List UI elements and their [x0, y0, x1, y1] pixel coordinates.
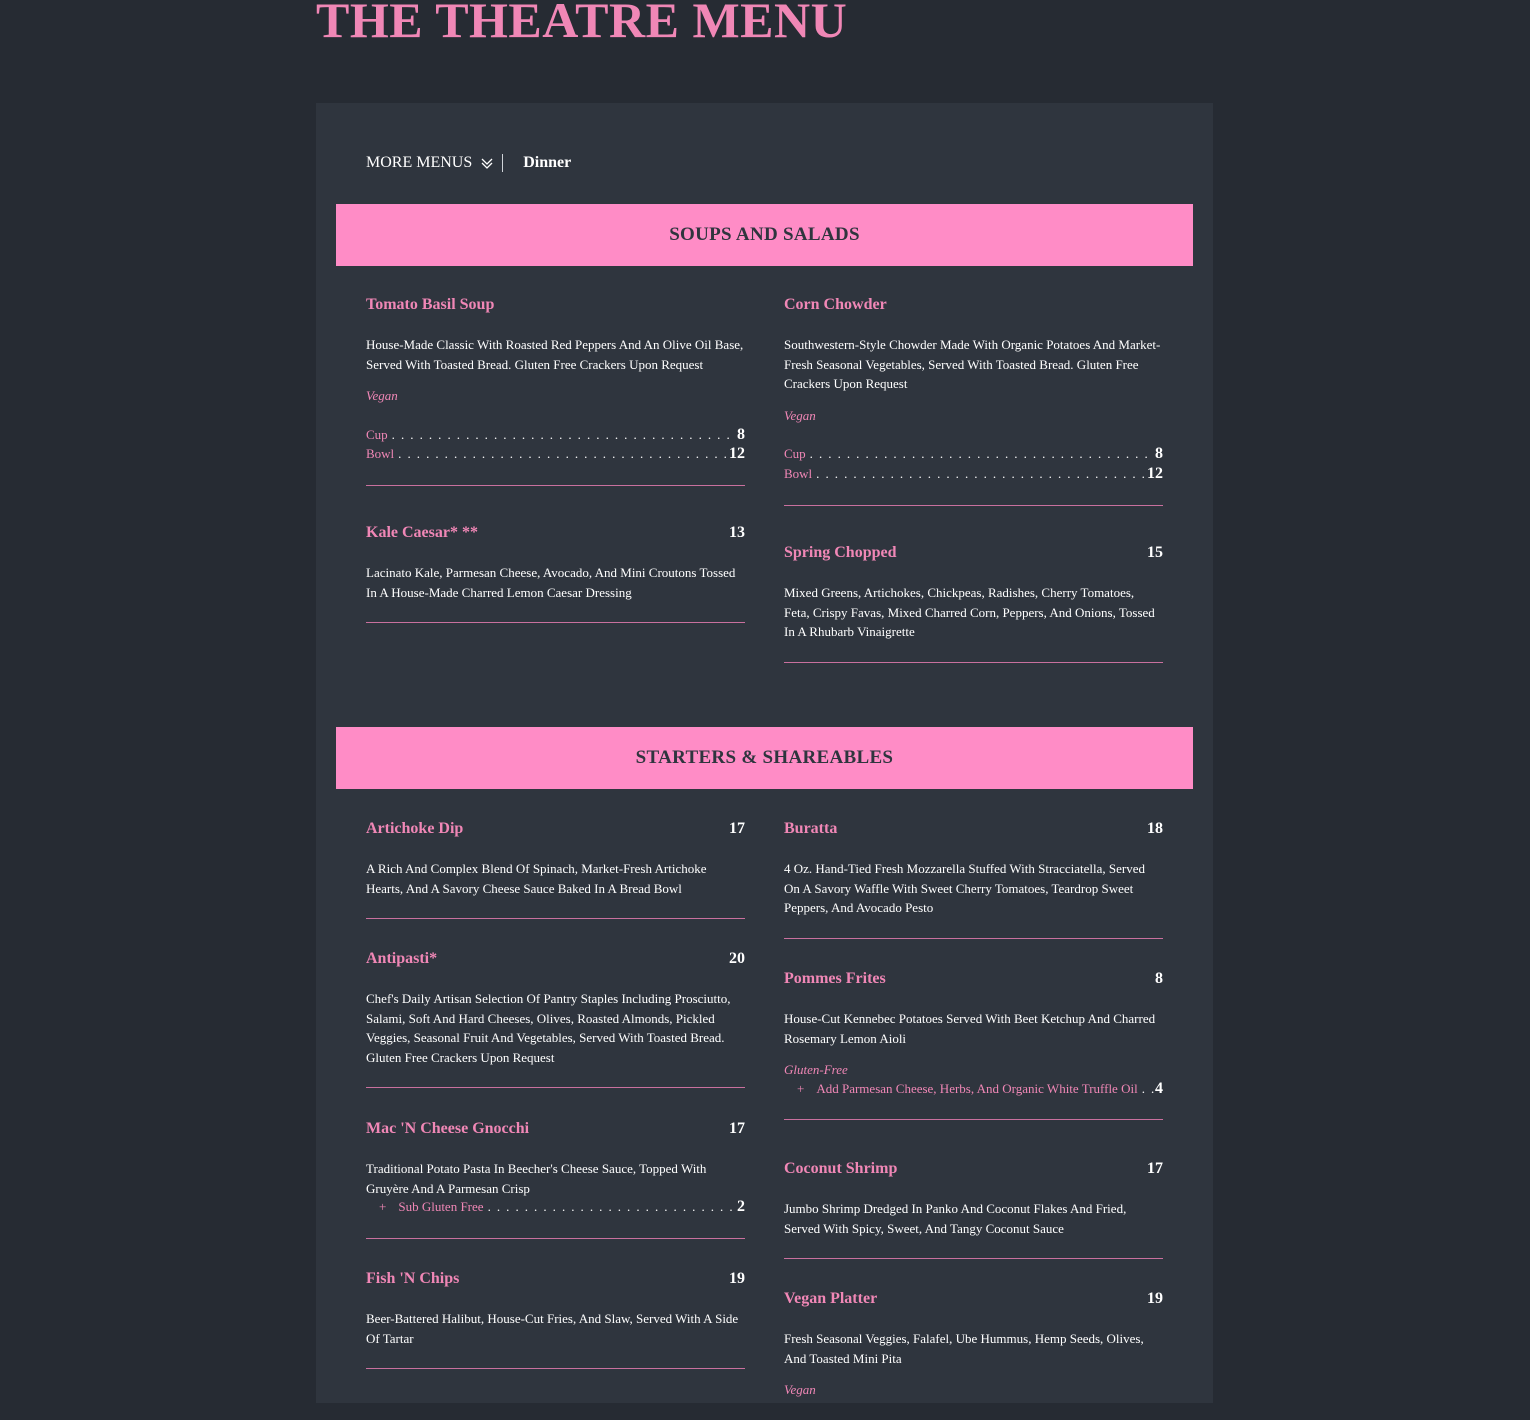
diet-tag: Gluten-Free	[784, 1062, 848, 1078]
addon-price: 2	[737, 1198, 745, 1216]
size-label: Cup	[366, 426, 388, 442]
plus-icon: +	[797, 1080, 805, 1096]
size-label: Bowl	[366, 446, 395, 462]
item-description: A Rich And Complex Blend Of Spinach, Market-Fresh Artichoke Hearts, And A Savory Cheese Sauce Baked In A Bread Bowl	[366, 861, 707, 896]
menu-item-coconut-shrimp	[784, 1160, 1163, 1259]
menu-item-kale-caesar	[366, 524, 745, 623]
addon-label: Sub Gluten Free	[398, 1199, 484, 1215]
menu-panel	[316, 103, 1213, 1403]
menu-item-spring-chopped	[784, 544, 1163, 663]
double-chevron-down-icon	[480, 156, 494, 170]
item-description: House-Cut Kennebec Potatoes Served With Beet Ketchup And Charred Rosemary Lemon Aioli	[784, 1011, 1156, 1046]
more-menus-dropdown[interactable]	[366, 154, 494, 172]
size-row-bowl	[784, 465, 1163, 485]
item-description: Jumbo Shrimp Dredged In Panko And Coconut Flakes And Fried, Served With Spicy, Sweet, And Tangy Coconut Sauce	[784, 1201, 1127, 1236]
item-description: Southwestern-Style Chowder Made With Organic Potatoes And Market-Fresh Seasonal Vegetables, Served With Toasted Bread. Gluten Free Crackers Upon Request	[784, 337, 1161, 392]
item-name: Pommes Frites	[784, 970, 886, 987]
item-description: Traditional Potato Pasta In Beecher's Cheese Sauce, Topped With Gruyère And A Parmesan Crisp	[366, 1161, 707, 1196]
menu-item-mac-n-cheese-gnocchi	[366, 1120, 745, 1239]
item-description: 4 Oz. Hand-Tied Fresh Mozzarella Stuffed With Stracciatella, Served On A Savory Waffle With Sweet Cherry Tomatoes, Teardrop Sweet Peppers, And Avocado Pesto	[784, 861, 1145, 916]
size-label: Cup	[784, 446, 806, 462]
item-name: Fish 'N Chips	[366, 1270, 460, 1287]
size-price: 8	[1155, 445, 1163, 463]
item-name: Spring Chopped	[784, 544, 897, 561]
item-name: Artichoke Dip	[366, 820, 464, 837]
size-price: 12	[729, 445, 745, 463]
item-price: 17	[729, 820, 745, 837]
diet-tag: Vegan	[784, 1382, 816, 1398]
dot-leader	[1142, 1081, 1154, 1097]
section-title: SOUPS AND SALADS	[669, 224, 860, 245]
item-name: Vegan Platter	[784, 1290, 878, 1307]
item-description: Chef's Daily Artisan Selection Of Pantry Staples Including Prosciutto, Salami, Soft And Hard Cheeses, Olives, Roasted Almonds, Pickled Veggies, Seasonal Fruit And Vegetables, Served With Toasted Bread. Gluten Free Crackers Upon Request	[366, 991, 731, 1065]
size-row-cup	[784, 445, 1163, 465]
menu-item-vegan-platter	[784, 1290, 1163, 1420]
item-name: Antipasti*	[366, 950, 438, 967]
item-name: Coconut Shrimp	[784, 1160, 898, 1177]
item-price: 8	[1155, 970, 1163, 987]
more-menus-label: MORE MENUS	[366, 154, 473, 171]
size-row-cup	[366, 426, 745, 446]
diet-tag: Vegan	[784, 407, 816, 423]
dot-leader	[392, 427, 736, 443]
item-description: Mixed Greens, Artichokes, Chickpeas, Radishes, Cherry Tomatoes, Feta, Crispy Favas, Mixed Charred Corn, Peppers, And Onions, Tossed In A Rhubarb Vinaigrette	[784, 585, 1155, 640]
item-price: 17	[1147, 1160, 1163, 1177]
item-name: Corn Chowder	[784, 296, 887, 313]
item-description: House-Made Classic With Roasted Red Peppers And An Olive Oil Base, Served With Toasted Bread. Gluten Free Crackers Upon Request	[366, 337, 744, 372]
item-price: 20	[729, 950, 745, 967]
item-description: Beer-Battered Halibut, House-Cut Fries, And Slaw, Served With A Side Of Tartar	[366, 1311, 739, 1346]
item-name: Mac 'N Cheese Gnocchi	[366, 1120, 530, 1137]
menu-item-tomato-basil-soup	[366, 296, 745, 486]
menu-item-fish-n-chips	[366, 1270, 745, 1369]
plus-icon: +	[379, 1199, 387, 1215]
item-price: 19	[1147, 1290, 1163, 1307]
size-label: Bowl	[784, 465, 813, 481]
item-name: Tomato Basil Soup	[366, 296, 495, 313]
menu-item-corn-chowder	[784, 296, 1163, 506]
nav-divider	[502, 154, 503, 172]
item-price: 17	[729, 1120, 745, 1137]
item-description: Lacinato Kale, Parmesan Cheese, Avocado, And Mini Croutons Tossed In A House-Made Charred Lemon Caesar Dressing	[366, 565, 736, 600]
item-price: 19	[729, 1270, 745, 1287]
section-banner-soups-and-salads	[336, 204, 1193, 266]
addon-label: Add Parmesan Cheese, Herbs, And Organic White Truffle Oil	[816, 1080, 1138, 1096]
dot-leader	[398, 446, 728, 462]
menu-item-antipasti	[366, 950, 745, 1088]
diet-tag: Vegan	[366, 388, 398, 404]
menu-nav	[366, 151, 571, 175]
addon-price: 4	[1155, 1079, 1163, 1097]
dot-leader	[488, 1199, 736, 1215]
addon-row	[366, 1198, 745, 1218]
section-banner-starters-and-shareables	[336, 727, 1193, 789]
dot-leader	[816, 466, 1146, 482]
size-price: 8	[737, 425, 745, 443]
item-name: Kale Caesar* **	[366, 524, 478, 541]
item-name: Buratta	[784, 820, 838, 837]
menu-item-pommes-frites	[784, 970, 1163, 1120]
menu-item-artichoke-dip	[366, 820, 745, 919]
section-title: STARTERS & SHAREABLES	[635, 747, 894, 768]
page-title: THE THEATRE MENU	[316, 0, 848, 48]
menu-item-buratta	[784, 820, 1163, 939]
item-price: 15	[1147, 544, 1163, 561]
item-description: Fresh Seasonal Veggies, Falafel, Ube Hummus, Hemp Seeds, Olives, And Toasted Mini Pita	[784, 1331, 1144, 1366]
dot-leader	[810, 446, 1154, 462]
item-price: 13	[729, 524, 745, 541]
item-price: 18	[1147, 820, 1163, 837]
current-menu-label: Dinner	[523, 154, 572, 171]
size-row-bowl	[366, 445, 745, 465]
size-price: 12	[1147, 464, 1163, 482]
addon-row	[784, 1080, 1163, 1100]
